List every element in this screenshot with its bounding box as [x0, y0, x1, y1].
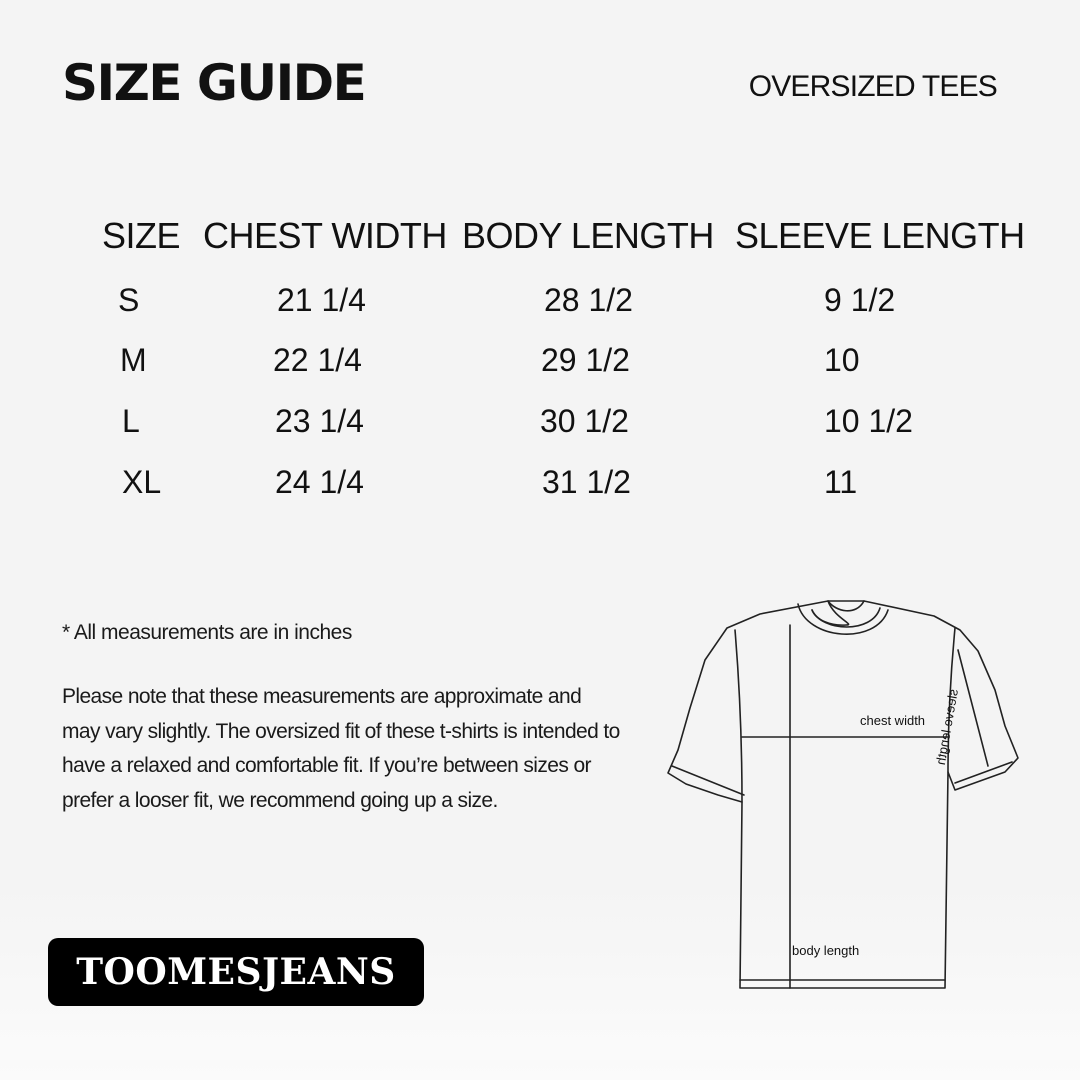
column-header-chest-width: CHEST WIDTH — [203, 215, 447, 256]
column-header-sleeve-length: SLEEVE LENGTH — [735, 215, 1025, 256]
body-length-label: body length — [792, 943, 860, 958]
sleeve-length-label: sleeve length — [932, 687, 961, 766]
column-header-size: SIZE — [102, 215, 181, 256]
chest-width-cell: 22 1/4 — [273, 342, 362, 378]
chest-width-label: chest width — [860, 713, 926, 728]
body-length-cell: 30 1/2 — [540, 403, 629, 439]
size-cell: XL — [122, 464, 162, 500]
brand-logo — [48, 938, 424, 1006]
fit-disclaimer: Please note that these measurements are approximate and may vary slightly. The oversized fit of these t-shirts is intended to have a relaxed and comfortable fit. If you’re between sizes or prefer a looser fit, we recommend going up a size. — [62, 685, 620, 812]
measurement-note: * All measurements are in inches — [62, 621, 352, 644]
brand-logo-text: TOOMESJEANS — [76, 951, 396, 993]
chest-width-cell: 23 1/4 — [275, 403, 364, 439]
sleeve-length-cell: 11 — [824, 464, 858, 500]
size-cell: S — [118, 282, 140, 318]
body-length-cell: 31 1/2 — [542, 464, 631, 500]
body-length-cell: 28 1/2 — [544, 282, 633, 318]
sleeve-length-cell: 9 1/2 — [824, 282, 896, 318]
size-cell: M — [120, 342, 147, 378]
page-subtitle: OVERSIZED TEES — [748, 70, 997, 103]
sleeve-length-cell: 10 — [824, 342, 860, 378]
column-header-body-length: BODY LENGTH — [462, 215, 714, 256]
sleeve-length-cell: 10 1/2 — [824, 403, 913, 439]
body-length-cell: 29 1/2 — [541, 342, 630, 378]
size-cell: L — [122, 403, 140, 439]
page-title: SIZE GUIDE — [62, 54, 366, 112]
chest-width-cell: 21 1/4 — [277, 282, 366, 318]
chest-width-cell: 24 1/4 — [275, 464, 364, 500]
